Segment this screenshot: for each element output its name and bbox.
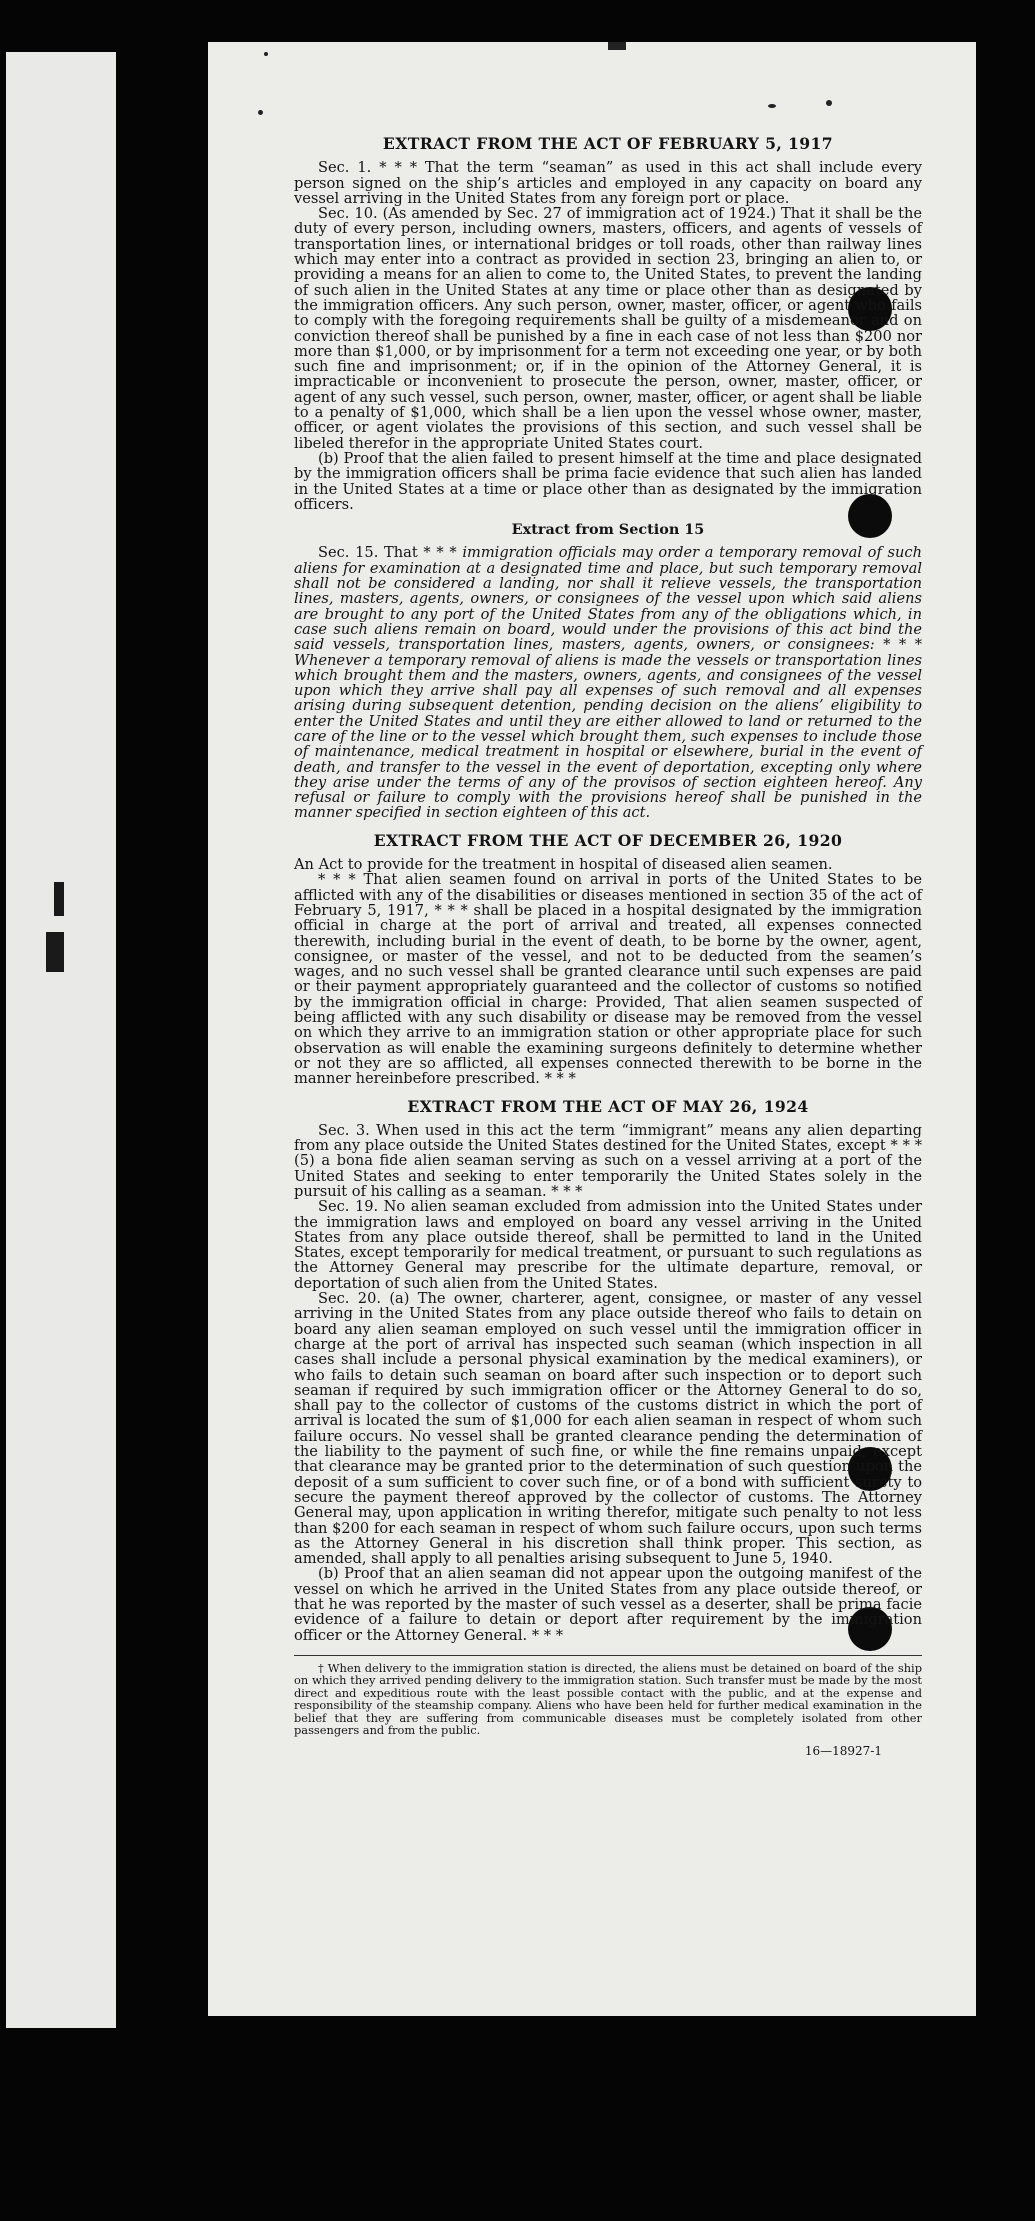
- paragraph-1924-sec20: Sec. 20. (a) The owner, charterer, agent, consignee, or master of any vessel arriving in the United States from any place outside thereof who fails to detain on board any alien seaman employed on such vessel until the immigration officer in charge at the port of arrival has inspected such seaman (which inspection in all cases shall include a personal physical examination by the medical examiners), or who fails to detain such seaman on board after such inspection or to deport such seaman if required by such immigration officer or the Attorney General to do so, shall pay to the collector of customs of the customs district in which the port of arrival is located the sum of $1,000 for each alien seaman in respect of whom such failure occurs. No vessel shall be granted clearance pending the determination of the liability to the payment of such fine, or while the fine remains unpaid, except that clearance may be granted prior to the determination of such question upon the deposit of a sum sufficient to cover such fine, or of a bond with sufficient surety to secure the payment thereof approved by the collector of customs. The Attorney General may, upon application in writing therefor, mitigate such penalty to not less than $200 for each seaman in respect of whom such failure occurs, upon such terms as the Attorney General in his discretion shall think proper. This section, as amended, shall apply to all penalties arising subsequent to June 5, 1940.: [294, 1290, 922, 1568]
- document-page: [208, 42, 976, 2016]
- form-number: 16—18927-1: [804, 1744, 882, 1759]
- heading-act-1920: EXTRACT FROM THE ACT OF DECEMBER 26, 1920: [373, 830, 843, 850]
- paragraph-1917-sec1: Sec. 1. * * * That the term “seaman” as used in this act shall include every person signed on the ship’s articles and employed in any capacity on board any vessel arriving in the United States from any foreign port or place.: [294, 159, 922, 207]
- sec15-italic-text: immigration officials may order a temporary removal of such aliens for examination at a designated time and place, but such temporary removal shall not be considered a landing, nor shall it relieve vessels, the transportation lines, masters, agents, owners, or consignees of the vessel upon which said aliens are brought to any port of the United States from any of the obligations which, in case such aliens remain on board, would under the provisions of this act bind the said vessels, transportation lines, masters, agents, owners, or consignees: * * * Whenever a temporary removal of aliens is made the vessels or transportation lines which brought them and the masters, owners, agents, and consignees of the vessel upon which they arrive shall pay all expenses of such removal and all expenses arising during subsequent detention, pending decision on the aliens’ eligibility to enter the United States and until they are either allowed to land or returned to the care of the line or to the vessel which brought them, such expenses to include those of maintenance, medical treatment in hospital or elsewhere, burial in the event of death, and transfer to the vessel in the event of deportation, excepting only where they arise under the terms of any of the provisos of section eighteen hereof. Any refusal or failure to comply with the provisions hereof shall be punished in the manner specified in section eighteen of this act.: [294, 544, 923, 822]
- paper-mark: [54, 882, 64, 916]
- paragraph-1920-body: * * * That alien seamen found on arrival in ports of the United States to be afflicted with any of the disabilities or diseases mentioned in section 35 of the act of February 5, 1917, * * * shall be placed in a hospital designated by the immigration official in charge at the port of arrival and treated, all expenses connected therewith, including burial in the event of death, to be borne by the owner, agent, consignee, or master of the vessel, and not to be deducted from the seamen’s wages, and no such vessel shall be granted clearance until such expenses are paid or their payment appropriately guaranteed and the collector of customs so notified by the immigration official in charge: Provided, That alien seamen suspected of being afflicted with any such disability or disease may be removed from the vessel on which they arrive to an immigration station or other appropriate place for such observation as will enable the examining surgeons definitely to determine whether or not they are so afflicted, all expenses connected therewith to be borne in the manner hereinbefore prescribed. * * *: [294, 871, 922, 1088]
- paragraph-1924-sec20b: (b) Proof that an alien seaman did not appear upon the outgoing manifest of the vessel on which he arrived in the United States from any place outside thereof, or that he was reported by the master of such vessel as a deserter, shall be prima facie evidence of a failure to detain or deport after requirement by the immigration officer or the Attorney General. * * *: [294, 1565, 922, 1644]
- paragraph-1924-sec19: Sec. 19. No alien seaman excluded from admission into the United States under the immigration laws and employed on board any vessel arriving in the United States from any place outside thereof, shall be permitted to land in the United States, except temporarily for medical treatment, or pursuant to such regulations as the Attorney General may prescribe for the ultimate departure, removal, or deportation of such alien from the United States.: [294, 1198, 922, 1292]
- paragraph-1917-sec10b: (b) Proof that the alien failed to present himself at the time and place designated by the immigration officers shall be prima facie evidence that such alien has landed in the United States at a time or place other than as designated by the immigration officers.: [294, 449, 922, 513]
- adjacent-page-edge: [6, 52, 116, 2028]
- paragraph-1917-sec10: Sec. 10. (As amended by Sec. 27 of immigration act of 1924.) That it shall be the duty of every person, including owners, masters, officers, and agents of vessels of transportation lines, or international bridges or toll roads, other than railway lines which may enter into a contract as provided in section 23, bringing an alien to, or providing a means for an alien to come to, the United States, to prevent the landing of such alien in the United States at any time or place other than as designated by the immigration officers. Any such person, owner, master, officer, or agent who fails to comply with the foregoing requirements shall be guilty of a misdemeanor and on conviction thereof shall be punished by a fine in each case of not less than $200 nor more than $1,000, or by imprisonment for a term not exceeding one year, or by both such fine and imprisonment; or, if in the opinion of the Attorney General, it is impracticable or inconvenient to prosecute the person, owner, master, officer, or agent of any such vessel, such person, owner, master, officer, or agent shall be liable to a penalty of $1,000, which shall be a lien upon the vessel whose owner, master, officer, or agent violates the provisions of this section, and such vessel shall be libeled therefor in the appropriate United States court.: [294, 205, 922, 452]
- scan-speck: [608, 42, 626, 50]
- paragraph-sec15: [294, 545, 922, 820]
- paper-mark: [46, 932, 64, 972]
- heading-act-1924: EXTRACT FROM THE ACT OF MAY 26, 1924: [407, 1096, 809, 1116]
- scan-speck: [768, 104, 776, 108]
- document-text: [294, 132, 922, 1760]
- paragraph-1924-sec3: Sec. 3. When used in this act the term “immigrant” means any alien departing from any place outside the United States destined for the United States, except * * * (5) a bona fide alien seaman serving as such on a vessel arriving at a port of the United States and seeking to enter temporarily the United States solely in the pursuit of his calling as a seaman. * * *: [294, 1121, 922, 1200]
- sec15-lead: Sec. 15. That * * *: [318, 544, 457, 562]
- footnote-divider: [294, 1655, 922, 1656]
- subheading-section-15: Extract from Section 15: [511, 521, 705, 539]
- footnote: † When delivery to the immigration station is directed, the aliens must be detained on board of the ship on which they arrived pending delivery to the immigration station. Such transfer must be made by the most direct and expeditious route with the least possible contact with the public, and at the expense and responsibility of the steamship company. Aliens who have been held for further medical examination in the belief that they are suffering from communicable diseases must be completely isolated from other passengers and from the public.: [294, 1660, 922, 1737]
- scan-speck: [826, 100, 832, 106]
- heading-act-1917: EXTRACT FROM THE ACT OF FEBRUARY 5, 1917: [382, 134, 834, 153]
- scan-speck: [264, 52, 268, 56]
- scan-speck: [258, 110, 263, 115]
- paragraph-1920-title: An Act to provide for the treatment in hospital of diseased alien seamen.: [294, 856, 833, 874]
